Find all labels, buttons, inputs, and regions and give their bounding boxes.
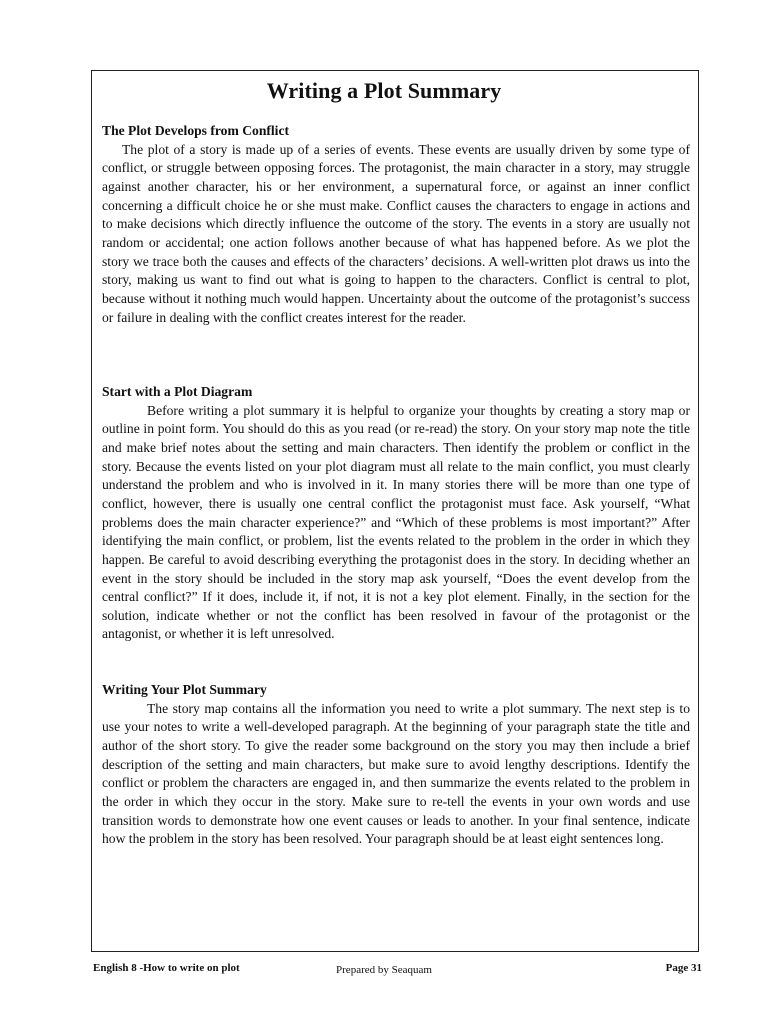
section-heading: The Plot Develops from Conflict (102, 123, 290, 138)
footer-prepared-by: Prepared by Seaquam (336, 964, 432, 976)
page-title: Writing a Plot Summary (266, 78, 502, 103)
footer-course-label: English 8 -How to write on plot (93, 962, 240, 974)
section-writing-your-plot-summary (102, 681, 690, 849)
section-heading: Writing Your Plot Summary (102, 682, 267, 697)
section-start-with-plot-diagram (102, 383, 690, 644)
section-paragraph: Before writing a plot summary it is helpful to organize your thoughts by creating a story map or outline in point form. You should do this as you read (or re-read) the story. On your story map note the title and make brief notes about the setting and main characters. Then identify the problem or conflict in the story. Because the events listed on your plot diagram must all relate to the main conflict, you must clearly understand the problem and who is involved in it. In many stories there will be more than one type of conflict, however, there is usually one central conflict the protagonist must face. Ask yourself, “What problems does the main character experience?” and “Which of these problems is most important?” After identifying the main conflict, or problem, list the events related to the problem in the order in which they happen. Be careful to avoid describing everything the protagonist does in the story. In deciding whether an event in the story should be included in the story map ask yourself, “Does the event develop from the central conflict?” If it does, include it, if not, it is not a key plot element. Finally, in the section for the solution, indicate whether or not the conflict has been resolved in favour of the protagonist or the antagonist, or whether it is left unresolved. (102, 402, 690, 642)
section-heading: Start with a Plot Diagram (102, 384, 253, 399)
section-paragraph: The plot of a story is made up of a series of events. These events are usually driven by some type of conflict, or struggle between opposing forces. The protagonist, the main character in a story, may struggle against another character, his or her environment, a supernatural force, or against an inner conflict concerning a difficult choice he or she must make. Conflict causes the characters to engage in actions and to make decisions which directly influence the outcome of the story. The events in a story are usually not random or accidental; one action follows another because of what has happened before. As we plot the story we trace both the causes and effects of the characters’ decisions. A well-written plot draws us into the story, making us want to find out what is going to happen to the characters. Conflict is central to plot, because without it nothing much would happen. Uncertainty about the outcome of the protagonist’s success or failure in dealing with the conflict creates interest for the reader. (102, 141, 690, 325)
footer-page-number: Page 31 (665, 962, 702, 974)
section-paragraph: The story map contains all the information you need to write a plot summary. The next step is to use your notes to write a well-developed paragraph. At the beginning of your paragraph state the title and author of the short story. To give the reader some background on the story you may then include a brief description of the setting and main characters, but make sure to avoid lengthy descriptions. Identify the conflict or problem the characters are engaged in, and then summarize the events related to the problem in the order in which they occur in the story. Make sure to re-tell the events in your own words and use transition words to demonstrate how one event causes or leads to another. In your final sentence, indicate how the problem in the story has been resolved. Your paragraph should be at least eight sentences long. (102, 700, 690, 847)
section-plot-develops-from-conflict (102, 122, 690, 327)
